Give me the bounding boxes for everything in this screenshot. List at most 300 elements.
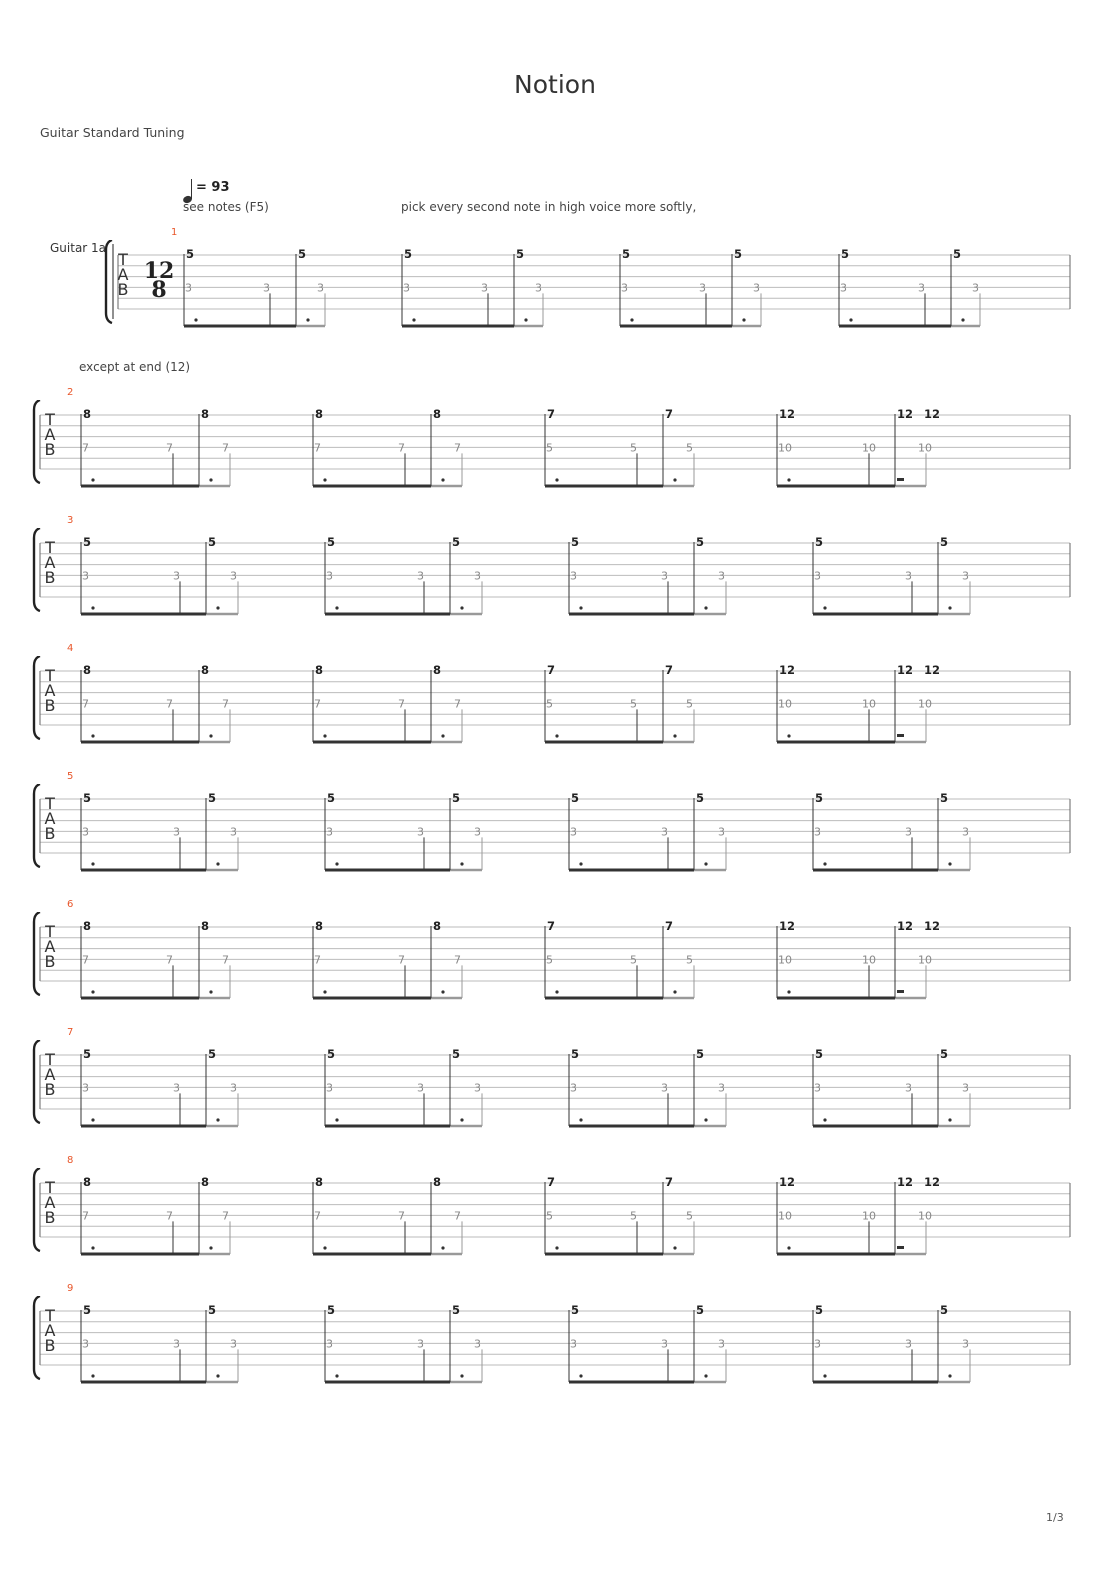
fret-number-low: 3 (570, 1081, 577, 1095)
fret-number-low: 3 (230, 569, 237, 583)
fret-number-low: 7 (454, 441, 461, 455)
fret-number-low: 3 (230, 1081, 237, 1095)
fret-number-low: 3 (962, 569, 969, 583)
fret-number-high: 12 (779, 663, 796, 677)
dot (849, 318, 852, 321)
fret-number-high: 12 (924, 919, 941, 933)
tab-letter-a: A (44, 681, 56, 700)
fret-number-high: 5 (571, 1303, 580, 1317)
dot (441, 1246, 444, 1249)
fret-number-low: 3 (905, 569, 912, 583)
fret-number-high: 5 (327, 1047, 336, 1061)
fret-number-high: 5 (208, 535, 217, 549)
fret-number-high: 8 (433, 1175, 442, 1189)
dot (91, 478, 94, 481)
fret-number-high: 12 (779, 1175, 796, 1189)
dot (704, 862, 707, 865)
rest-icon (897, 478, 904, 481)
dot (91, 1246, 94, 1249)
tab-letter-t: T (45, 794, 55, 813)
fret-number-low: 10 (862, 1209, 876, 1223)
dot (555, 990, 558, 993)
dot (823, 1374, 826, 1377)
fret-number-low: 5 (546, 1209, 553, 1223)
fret-number-low: 3 (570, 569, 577, 583)
dot (460, 1374, 463, 1377)
tab-system-2 (0, 400, 1110, 490)
page-number: 1/3 (1046, 1511, 1064, 1524)
fret-number-low: 10 (918, 697, 932, 711)
fret-number-low: 3 (417, 569, 424, 583)
fret-number-high: 12 (924, 1175, 941, 1189)
fret-number-high: 7 (547, 1175, 556, 1189)
dot (673, 1246, 676, 1249)
dot (704, 606, 707, 609)
fret-number-high: 12 (924, 663, 941, 677)
bar-number: 8 (67, 1155, 74, 1166)
fret-number-low: 7 (314, 1209, 321, 1223)
fret-number-low: 10 (862, 697, 876, 711)
tab-letter-b: B (117, 280, 129, 299)
fret-number-high: 5 (298, 247, 307, 261)
tuning-label: Guitar Standard Tuning (40, 125, 185, 140)
fret-number-low: 3 (230, 1337, 237, 1351)
fret-number-high: 5 (815, 1047, 824, 1061)
fret-number-low: 3 (82, 1081, 89, 1095)
fret-number-high: 5 (815, 1303, 824, 1317)
fret-number-low: 3 (82, 1337, 89, 1351)
fret-number-high: 12 (897, 1175, 914, 1189)
fret-number-low: 3 (535, 281, 542, 295)
fret-number-high: 5 (208, 1303, 217, 1317)
fret-number-high: 8 (83, 663, 92, 677)
fret-number-high: 12 (897, 663, 914, 677)
fret-number-low: 7 (166, 697, 173, 711)
fret-number-low: 3 (403, 281, 410, 295)
tab-letter-t: T (45, 1050, 55, 1069)
fret-number-high: 8 (433, 919, 442, 933)
dot (323, 990, 326, 993)
fret-number-low: 3 (173, 1337, 180, 1351)
fret-number-high: 5 (186, 247, 195, 261)
dot (555, 478, 558, 481)
fret-number-low: 7 (82, 441, 89, 455)
tab-system-4 (0, 656, 1110, 746)
fret-number-high: 8 (433, 663, 442, 677)
tab-system-8 (0, 1168, 1110, 1258)
bar-number: 5 (67, 771, 74, 782)
fret-number-low: 3 (326, 825, 333, 839)
fret-number-low: 7 (398, 1209, 405, 1223)
dot (948, 606, 951, 609)
fret-number-low: 3 (263, 281, 270, 295)
fret-number-low: 5 (546, 441, 553, 455)
fret-number-low: 5 (630, 697, 637, 711)
fret-number-high: 5 (83, 1303, 92, 1317)
fret-number-high: 5 (327, 1303, 336, 1317)
bar-number: 4 (67, 643, 74, 654)
fret-number-low: 3 (718, 569, 725, 583)
dot (823, 862, 826, 865)
system-bracket (34, 528, 40, 611)
fret-number-low: 3 (481, 281, 488, 295)
fret-number-high: 5 (208, 1047, 217, 1061)
fret-number-low: 3 (661, 1337, 668, 1351)
dot (579, 1374, 582, 1377)
tab-letter-a: A (44, 1321, 56, 1340)
dot (704, 1374, 707, 1377)
fret-number-high: 5 (516, 247, 525, 261)
fret-number-low: 3 (661, 825, 668, 839)
dot (460, 1118, 463, 1121)
tab-letter-t: T (45, 1178, 55, 1197)
dot (216, 862, 219, 865)
fret-number-high: 5 (734, 247, 743, 261)
fret-number-high: 5 (696, 1303, 705, 1317)
fret-number-low: 7 (166, 953, 173, 967)
fret-number-low: 3 (474, 1081, 481, 1095)
time-signature-top: 12 (143, 258, 175, 284)
tab-letter-a: A (117, 265, 129, 284)
fret-number-high: 5 (571, 1047, 580, 1061)
tab-letter-b: B (44, 1208, 56, 1227)
fret-number-low: 5 (686, 953, 693, 967)
fret-number-low: 10 (918, 1209, 932, 1223)
fret-number-low: 7 (454, 953, 461, 967)
fret-number-low: 3 (972, 281, 979, 295)
dot (91, 990, 94, 993)
fret-number-high: 5 (327, 535, 336, 549)
fret-number-low: 3 (905, 1081, 912, 1095)
tab-letter-t: T (45, 666, 55, 685)
fret-number-low: 3 (962, 825, 969, 839)
dot (216, 1118, 219, 1121)
fret-number-high: 12 (924, 407, 941, 421)
bar-number: 9 (67, 1283, 74, 1294)
fret-number-low: 3 (173, 1081, 180, 1095)
tempo-value: = 93 (196, 180, 230, 195)
fret-number-low: 7 (222, 697, 229, 711)
fret-number-low: 10 (778, 441, 792, 455)
fret-number-low: 10 (862, 953, 876, 967)
system-bracket (34, 1296, 40, 1379)
fret-number-low: 3 (840, 281, 847, 295)
fret-number-low: 3 (962, 1081, 969, 1095)
fret-number-low: 3 (718, 825, 725, 839)
dot (412, 318, 415, 321)
tab-letter-a: A (44, 1065, 56, 1084)
fret-number-low: 5 (546, 697, 553, 711)
fret-number-low: 7 (398, 697, 405, 711)
fret-number-low: 5 (630, 953, 637, 967)
tab-letter-a: A (44, 1193, 56, 1212)
fret-number-low: 7 (82, 697, 89, 711)
dot (441, 990, 444, 993)
fret-number-low: 3 (918, 281, 925, 295)
dot (787, 734, 790, 737)
fret-number-low: 10 (778, 1209, 792, 1223)
fret-number-low: 3 (173, 569, 180, 583)
dot (323, 478, 326, 481)
fret-number-low: 3 (570, 825, 577, 839)
dot (335, 862, 338, 865)
fret-number-high: 8 (201, 663, 210, 677)
fret-number-low: 3 (814, 1081, 821, 1095)
dot (335, 606, 338, 609)
fret-number-low: 3 (814, 825, 821, 839)
tab-letter-a: A (44, 809, 56, 828)
fret-number-low: 5 (686, 441, 693, 455)
dot (704, 1118, 707, 1121)
fret-number-high: 5 (841, 247, 850, 261)
fret-number-high: 7 (665, 1175, 674, 1189)
dot (787, 478, 790, 481)
fret-number-high: 8 (83, 407, 92, 421)
tab-letter-b: B (44, 824, 56, 843)
bar-number: 2 (67, 387, 74, 398)
dot (306, 318, 309, 321)
fret-number-high: 5 (452, 791, 461, 805)
fret-number-low: 10 (918, 441, 932, 455)
rest-icon (897, 990, 904, 993)
fret-number-high: 5 (83, 1047, 92, 1061)
dot (91, 606, 94, 609)
tab-letter-t: T (118, 250, 128, 269)
page-title: Notion (514, 70, 596, 99)
tab-system-6 (0, 912, 1110, 1002)
dot (555, 734, 558, 737)
fret-number-high: 8 (201, 407, 210, 421)
fret-number-low: 3 (621, 281, 628, 295)
tab-letter-b: B (44, 696, 56, 715)
pick-softly-annotation: pick every second note in high voice more softly, (401, 200, 697, 214)
dot (742, 318, 745, 321)
dot (335, 1118, 338, 1121)
tab-system-5 (0, 784, 1110, 874)
fret-number-high: 5 (940, 791, 949, 805)
fret-number-low: 3 (905, 1337, 912, 1351)
tab-letter-t: T (45, 538, 55, 557)
dot (209, 1246, 212, 1249)
fret-number-low: 3 (905, 825, 912, 839)
fret-number-high: 12 (897, 407, 914, 421)
dot (460, 862, 463, 865)
system-bracket (34, 784, 40, 867)
fret-number-low: 7 (398, 953, 405, 967)
system-bracket (34, 656, 40, 739)
fret-number-low: 3 (326, 1337, 333, 1351)
fret-number-low: 3 (699, 281, 706, 295)
except-at-end-annotation: except at end (12) (79, 360, 191, 374)
fret-number-low: 7 (398, 441, 405, 455)
fret-number-low: 5 (686, 1209, 693, 1223)
fret-number-low: 7 (82, 1209, 89, 1223)
dot (787, 990, 790, 993)
dot (823, 1118, 826, 1121)
fret-number-high: 8 (201, 919, 210, 933)
bar-number: 3 (67, 515, 74, 526)
fret-number-low: 3 (317, 281, 324, 295)
fret-number-low: 5 (546, 953, 553, 967)
fret-number-high: 7 (665, 919, 674, 933)
fret-number-high: 7 (665, 663, 674, 677)
fret-number-low: 3 (661, 1081, 668, 1095)
fret-number-low: 3 (962, 1337, 969, 1351)
fret-number-low: 3 (814, 1337, 821, 1351)
tab-letter-a: A (44, 553, 56, 572)
fret-number-low: 7 (314, 953, 321, 967)
fret-number-low: 3 (474, 569, 481, 583)
dot (823, 606, 826, 609)
bar-number: 1 (171, 227, 178, 238)
fret-number-high: 5 (208, 791, 217, 805)
system-bracket (34, 1168, 40, 1251)
dot (787, 1246, 790, 1249)
tab-system-7 (0, 1040, 1110, 1130)
instrument-name: Guitar 1a (50, 241, 107, 255)
rest-icon (897, 734, 904, 737)
fret-number-high: 5 (452, 1047, 461, 1061)
tab-letter-b: B (44, 952, 56, 971)
fret-number-high: 8 (201, 1175, 210, 1189)
fret-number-low: 3 (417, 1337, 424, 1351)
fret-number-low: 10 (778, 697, 792, 711)
dot (209, 734, 212, 737)
fret-number-high: 5 (696, 791, 705, 805)
dot (579, 1118, 582, 1121)
fret-number-high: 8 (315, 407, 324, 421)
dot (579, 862, 582, 865)
fret-number-low: 7 (454, 1209, 461, 1223)
fret-number-low: 10 (918, 953, 932, 967)
fret-number-high: 5 (327, 791, 336, 805)
fret-number-low: 3 (326, 569, 333, 583)
fret-number-low: 3 (474, 1337, 481, 1351)
fret-number-high: 8 (315, 663, 324, 677)
dot (441, 734, 444, 737)
dot (91, 734, 94, 737)
fret-number-low: 7 (166, 441, 173, 455)
dot (216, 1374, 219, 1377)
fret-number-high: 5 (953, 247, 962, 261)
fret-number-high: 5 (452, 535, 461, 549)
fret-number-low: 7 (82, 953, 89, 967)
fret-number-high: 5 (940, 1303, 949, 1317)
tab-letter-a: A (44, 425, 56, 444)
fret-number-low: 7 (222, 441, 229, 455)
tab-letter-t: T (45, 922, 55, 941)
system-bracket (34, 400, 40, 483)
fret-number-high: 5 (571, 535, 580, 549)
fret-number-low: 3 (230, 825, 237, 839)
bar-number: 6 (67, 899, 74, 910)
dot (579, 606, 582, 609)
dot (673, 478, 676, 481)
time-signature-bottom: 8 (151, 277, 167, 303)
fret-number-low: 3 (814, 569, 821, 583)
fret-number-low: 3 (82, 569, 89, 583)
fret-number-high: 8 (83, 919, 92, 933)
fret-number-low: 3 (173, 825, 180, 839)
fret-number-high: 5 (83, 791, 92, 805)
rest-icon (897, 1246, 904, 1249)
fret-number-low: 10 (778, 953, 792, 967)
fret-number-low: 3 (570, 1337, 577, 1351)
fret-number-high: 8 (83, 1175, 92, 1189)
tab-letter-a: A (44, 937, 56, 956)
fret-number-low: 7 (222, 1209, 229, 1223)
fret-number-high: 5 (940, 1047, 949, 1061)
fret-number-high: 7 (547, 919, 556, 933)
dot (323, 1246, 326, 1249)
fret-number-high: 8 (315, 919, 324, 933)
bar-number: 7 (67, 1027, 74, 1038)
see-notes-annotation: see notes (F5) (183, 200, 269, 214)
fret-number-low: 7 (166, 1209, 173, 1223)
system-bracket (34, 1040, 40, 1123)
fret-number-high: 12 (779, 407, 796, 421)
dot (209, 478, 212, 481)
fret-number-high: 7 (665, 407, 674, 421)
fret-number-low: 3 (474, 825, 481, 839)
fret-number-high: 12 (897, 919, 914, 933)
tab-system-1 (0, 240, 1110, 330)
fret-number-high: 12 (779, 919, 796, 933)
fret-number-low: 3 (718, 1081, 725, 1095)
dot (630, 318, 633, 321)
fret-number-low: 3 (417, 825, 424, 839)
fret-number-low: 3 (185, 281, 192, 295)
dot (555, 1246, 558, 1249)
fret-number-high: 5 (452, 1303, 461, 1317)
dot (948, 862, 951, 865)
fret-number-high: 5 (83, 535, 92, 549)
fret-number-high: 5 (815, 535, 824, 549)
system-bracket (34, 912, 40, 995)
fret-number-low: 5 (630, 1209, 637, 1223)
fret-number-high: 5 (815, 791, 824, 805)
fret-number-high: 5 (696, 1047, 705, 1061)
tab-letter-t: T (45, 410, 55, 429)
fret-number-low: 5 (630, 441, 637, 455)
fret-number-low: 5 (686, 697, 693, 711)
fret-number-low: 7 (454, 697, 461, 711)
tab-letter-b: B (44, 440, 56, 459)
tab-system-9 (0, 1296, 1110, 1386)
dot (673, 734, 676, 737)
fret-number-high: 5 (696, 535, 705, 549)
fret-number-low: 3 (326, 1081, 333, 1095)
system-bracket (106, 240, 112, 323)
tab-system-3 (0, 528, 1110, 618)
fret-number-low: 3 (718, 1337, 725, 1351)
dot (91, 1374, 94, 1377)
tab-letter-t: T (45, 1306, 55, 1325)
dot (441, 478, 444, 481)
dot (948, 1374, 951, 1377)
fret-number-high: 8 (315, 1175, 324, 1189)
fret-number-high: 5 (404, 247, 413, 261)
fret-number-high: 5 (940, 535, 949, 549)
dot (335, 1374, 338, 1377)
dot (524, 318, 527, 321)
fret-number-high: 7 (547, 407, 556, 421)
fret-number-low: 7 (314, 697, 321, 711)
tab-letter-b: B (44, 568, 56, 587)
dot (323, 734, 326, 737)
dot (194, 318, 197, 321)
dot (91, 862, 94, 865)
